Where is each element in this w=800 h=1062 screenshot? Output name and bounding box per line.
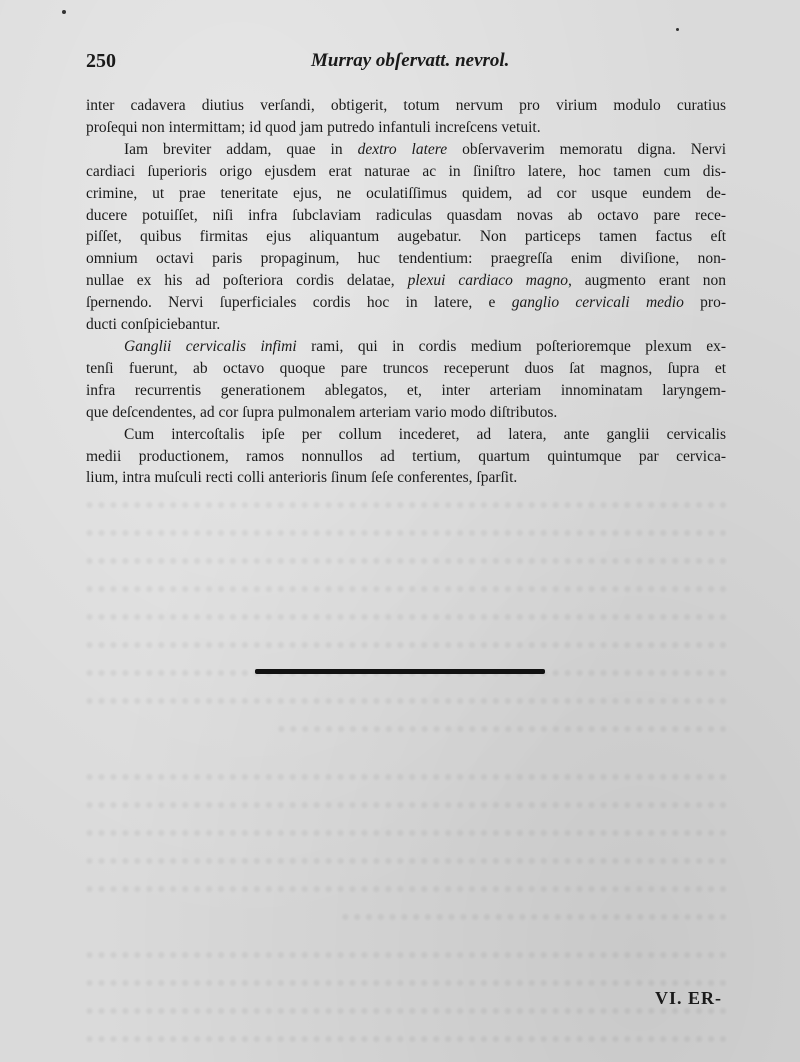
body-text [86, 95, 726, 489]
text-line: tenſi fuerunt, ab octavo quoque pare truncos receperunt duos ſat magnos, ſupra et [86, 359, 726, 377]
paragraph [86, 139, 726, 336]
section-divider-rule [255, 669, 545, 674]
text-line: ducti conſpiciebantur. [86, 316, 221, 334]
text-line: ſpernendo. Nervi ſuperficiales cordis hoc in latere, e ganglio cervicali medio pro- [86, 294, 726, 312]
text-line: ducere potuiſſet, niſi infra ſubclaviam radiculas quasdam novas ab octavo pare rece- [86, 206, 726, 224]
text-line: inter cadavera diutius verſandi, obtigerit, totum nervum pro virium modulo curatius [86, 97, 726, 114]
text-line: infra recurrentis generationem ablegatos, et, inter arteriam innominatam laryngem- [86, 381, 726, 399]
text-line: crimine, ut prae teneritate ejus, ne oculatiſſimus quidem, ad cor usque eundem de- [86, 184, 726, 202]
text-line: Ganglii cervicalis infimi rami, qui in cordis medium poſterioremque plexum ex- [124, 337, 726, 355]
text-line: piſſet, quibus firmitas ejus aliquantum augebatur. Non particeps tamen factus eſt [86, 228, 726, 246]
ink-speck [62, 10, 66, 14]
page-number: 250 [86, 50, 116, 72]
text-line: omnium octavi paris propaginum, huc tendentium: praegreſſa enim diviſione, non- [86, 250, 726, 268]
show-through-text [86, 480, 726, 1000]
text-line: cardiaci ſuperioris origo ejusdem erat naturae ac in ſiniſtro latere, hoc tamen cum dis- [86, 162, 726, 180]
page-header [86, 50, 716, 76]
text-line: lium, intra muſculi recti colli anterioris ſinum ſeſe conferentes, ſparſit. [86, 469, 518, 487]
catchword: VI. ER- [654, 988, 722, 1008]
ink-speck [676, 28, 679, 31]
text-line: Cum intercoſtalis ipſe per collum incederet, ad latera, ante ganglii cervicalis [124, 425, 726, 443]
text-line: que deſcendentes, ad cor ſupra pulmonalem arteriam vario modo diſtributos. [86, 403, 558, 421]
text-line: Iam breviter addam, quae in dextro latere obſervaverim memoratu digna. Nervi [124, 140, 726, 158]
text-line: medii productionem, ramos nonnullos ad tertium, quartum quintumque par cervica- [86, 447, 726, 465]
text-line: proſequi non intermittam; id quod jam putredo infantuli increſcens vetuit. [86, 118, 541, 136]
text-line: nullae ex his ad poſteriora cordis delatae, plexui cardiaco magno, augmento erant non [86, 272, 726, 290]
paragraph [86, 336, 726, 424]
running-head: Murray obſervatt. nevrol. [311, 50, 510, 71]
paragraph [86, 95, 726, 139]
